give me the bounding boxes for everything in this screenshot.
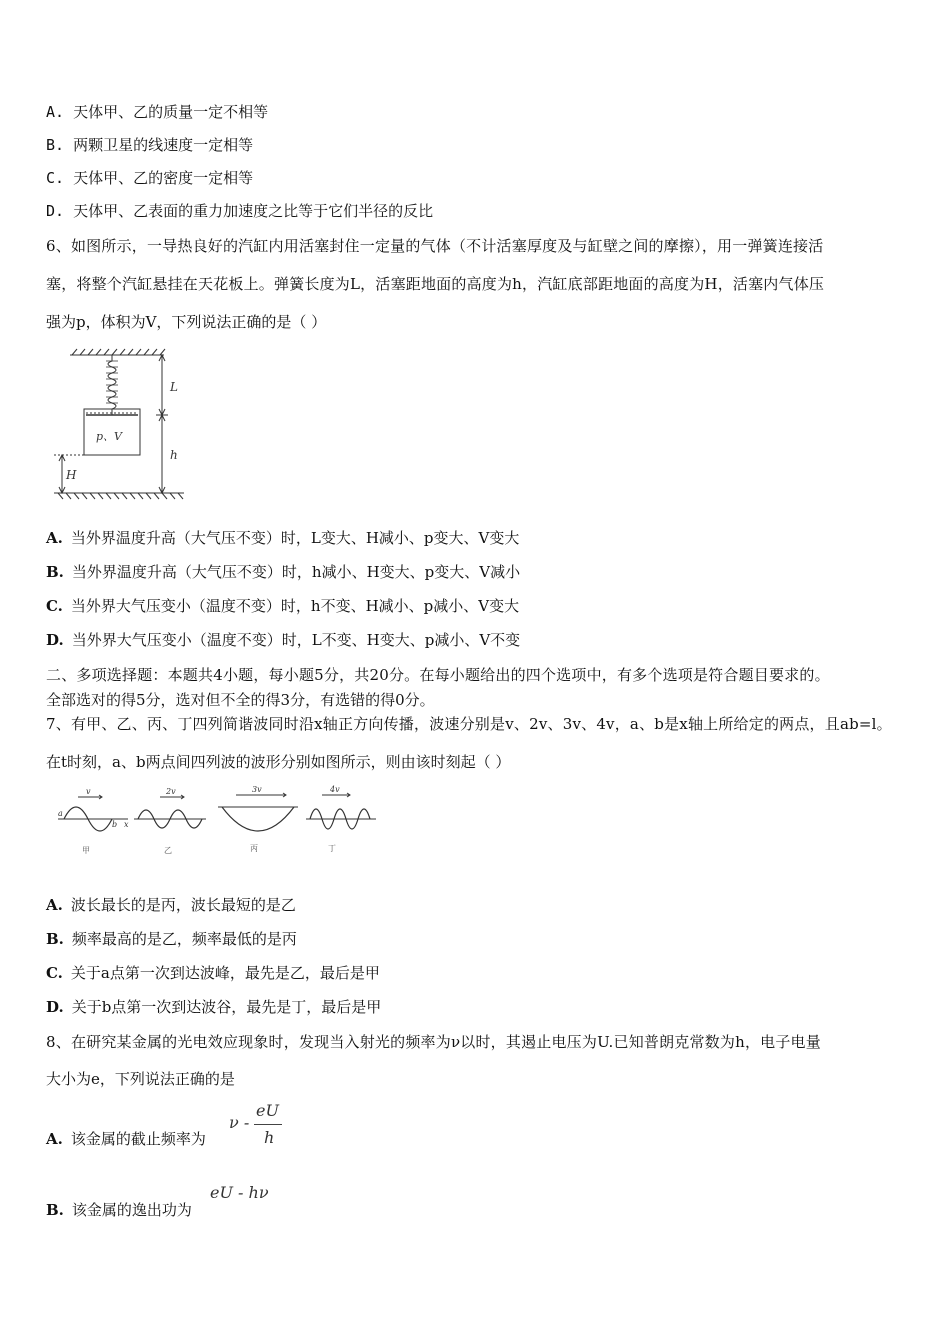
formula-lead: ν -	[229, 1113, 250, 1132]
q8-stem-line2: 大小为e，下列说法正确的是	[46, 1070, 235, 1088]
q5-option-c	[46, 167, 253, 188]
section2-line2: 全部选对的得5分，选对但不全的得3分，有选错的得0分。	[46, 691, 435, 709]
option-label: A.	[46, 1130, 63, 1148]
option-label: B.	[46, 1201, 64, 1219]
q6-option-d	[46, 629, 520, 650]
fraction-bar	[254, 1124, 282, 1125]
label-b: b	[112, 820, 118, 829]
option-text: 当外界大气压变小（温度不变）时，h不变、H减小、p减小、V变大	[70, 597, 520, 615]
option-label: D.	[46, 998, 64, 1016]
wave-bing	[222, 807, 294, 831]
q5-option-b	[46, 134, 253, 155]
q6-option-b	[46, 561, 520, 582]
label-pV: p、V	[96, 430, 122, 443]
formula-work-function: eU - hν	[210, 1183, 269, 1202]
q7-option-a	[46, 894, 296, 915]
spring-coils	[106, 361, 118, 409]
q5-option-d	[46, 200, 433, 221]
option-text: 关于a点第一次到达波峰，最先是乙，最后是甲	[70, 964, 380, 982]
name-ding: 丁	[328, 844, 336, 853]
option-label: A.	[46, 103, 65, 121]
q6-option-c	[46, 595, 519, 616]
speed-yi: 2v	[166, 787, 176, 796]
formula-numerator: eU	[256, 1101, 279, 1120]
option-text: 波长最长的是丙，波长最短的是乙	[70, 896, 296, 914]
label-x: x	[124, 820, 129, 829]
option-label: C.	[46, 597, 63, 615]
label-a: a	[58, 809, 63, 818]
formula-denominator: h	[264, 1128, 275, 1147]
option-text: 当外界温度升高（大气压不变）时，L变大、H减小、p变大、V变大	[70, 529, 520, 547]
option-label: A.	[46, 896, 63, 914]
option-text: 关于b点第一次到达波谷，最先是丁，最后是甲	[71, 998, 382, 1016]
q7-option-b	[46, 928, 297, 949]
q6-cylinder-figure	[52, 345, 192, 500]
option-text: 当外界大气压变小（温度不变）时，L不变、H变大、p减小、V不变	[71, 631, 521, 649]
ceiling-hatch	[72, 349, 165, 355]
speed-ding: 4v	[330, 785, 340, 794]
q6-stem-line3: 强为p，体积为V，下列说法正确的是（ ）	[46, 313, 327, 331]
name-bing: 丙	[250, 844, 258, 853]
speed-jia: v	[86, 787, 91, 796]
option-text: 该金属的截止频率为	[70, 1130, 206, 1148]
option-text: 两颗卫星的线速度一定相等	[73, 136, 254, 154]
q6-option-a	[46, 527, 519, 548]
ground-hatch	[58, 493, 183, 499]
q6-stem-line1: 6、如图所示，一导热良好的汽缸内用活塞封住一定量的气体（不计活塞厚度及与缸壁之间的摩擦），用一弹簧连接活	[46, 237, 824, 255]
option-text: 频率最高的是乙，频率最低的是丙	[71, 930, 297, 948]
option-text: 当外界温度升高（大气压不变）时，h减小、H变大、p变大、V减小	[71, 563, 521, 581]
section2-line1: 二、多项选择题：本题共4小题，每小题5分，共20分。在每小题给出的四个选项中，有多个选项是符合题目要求的。	[46, 666, 830, 684]
option-label: D.	[46, 202, 65, 220]
label-L: L	[170, 380, 178, 394]
option-text: 该金属的逸出功为	[71, 1201, 192, 1219]
q7-option-d	[46, 996, 381, 1017]
name-yi: 乙	[164, 846, 172, 855]
option-label: C.	[46, 964, 63, 982]
option-label: D.	[46, 631, 64, 649]
label-h: h	[170, 448, 178, 462]
q6-stem-line2: 塞，将整个汽缸悬挂在天花板上。弹簧长度为L，活塞距地面的高度为h，汽缸底部距地面的高度为H，活塞内气体压	[46, 275, 825, 293]
option-label: C.	[46, 169, 65, 187]
option-label: B.	[46, 563, 64, 581]
option-label: B.	[46, 930, 64, 948]
q7-wave-figure	[54, 785, 384, 855]
q8-option-a	[46, 1128, 206, 1149]
name-jia: 甲	[82, 846, 90, 855]
q8-stem-line1: 8、在研究某金属的光电效应现象时，发现当入射光的频率为ν以时，其遏止电压为U.已知普朗克常数为h，电子电量	[46, 1033, 821, 1051]
label-H: H	[66, 468, 77, 482]
q7-option-c	[46, 962, 380, 983]
option-text: 天体甲、乙表面的重力加速度之比等于它们半径的反比	[73, 202, 434, 220]
option-label: B.	[46, 136, 65, 154]
option-text: 天体甲、乙的密度一定相等	[73, 169, 254, 187]
q8-option-b	[46, 1199, 192, 1220]
option-label: A.	[46, 529, 63, 547]
speed-bing: 3v	[252, 785, 262, 794]
q7-stem-line2: 在t时刻，a、b两点间四列波的波形分别如图所示，则由该时刻起（ ）	[46, 753, 511, 771]
q7-stem-line1: 7、有甲、乙、丙、丁四列简谐波同时沿x轴正方向传播，波速分别是v、2v、3v、4v，a、b是x轴上所给定的两点，且ab=l。	[46, 715, 892, 733]
option-text: 天体甲、乙的质量一定不相等	[73, 103, 269, 121]
q5-option-a	[46, 101, 268, 122]
